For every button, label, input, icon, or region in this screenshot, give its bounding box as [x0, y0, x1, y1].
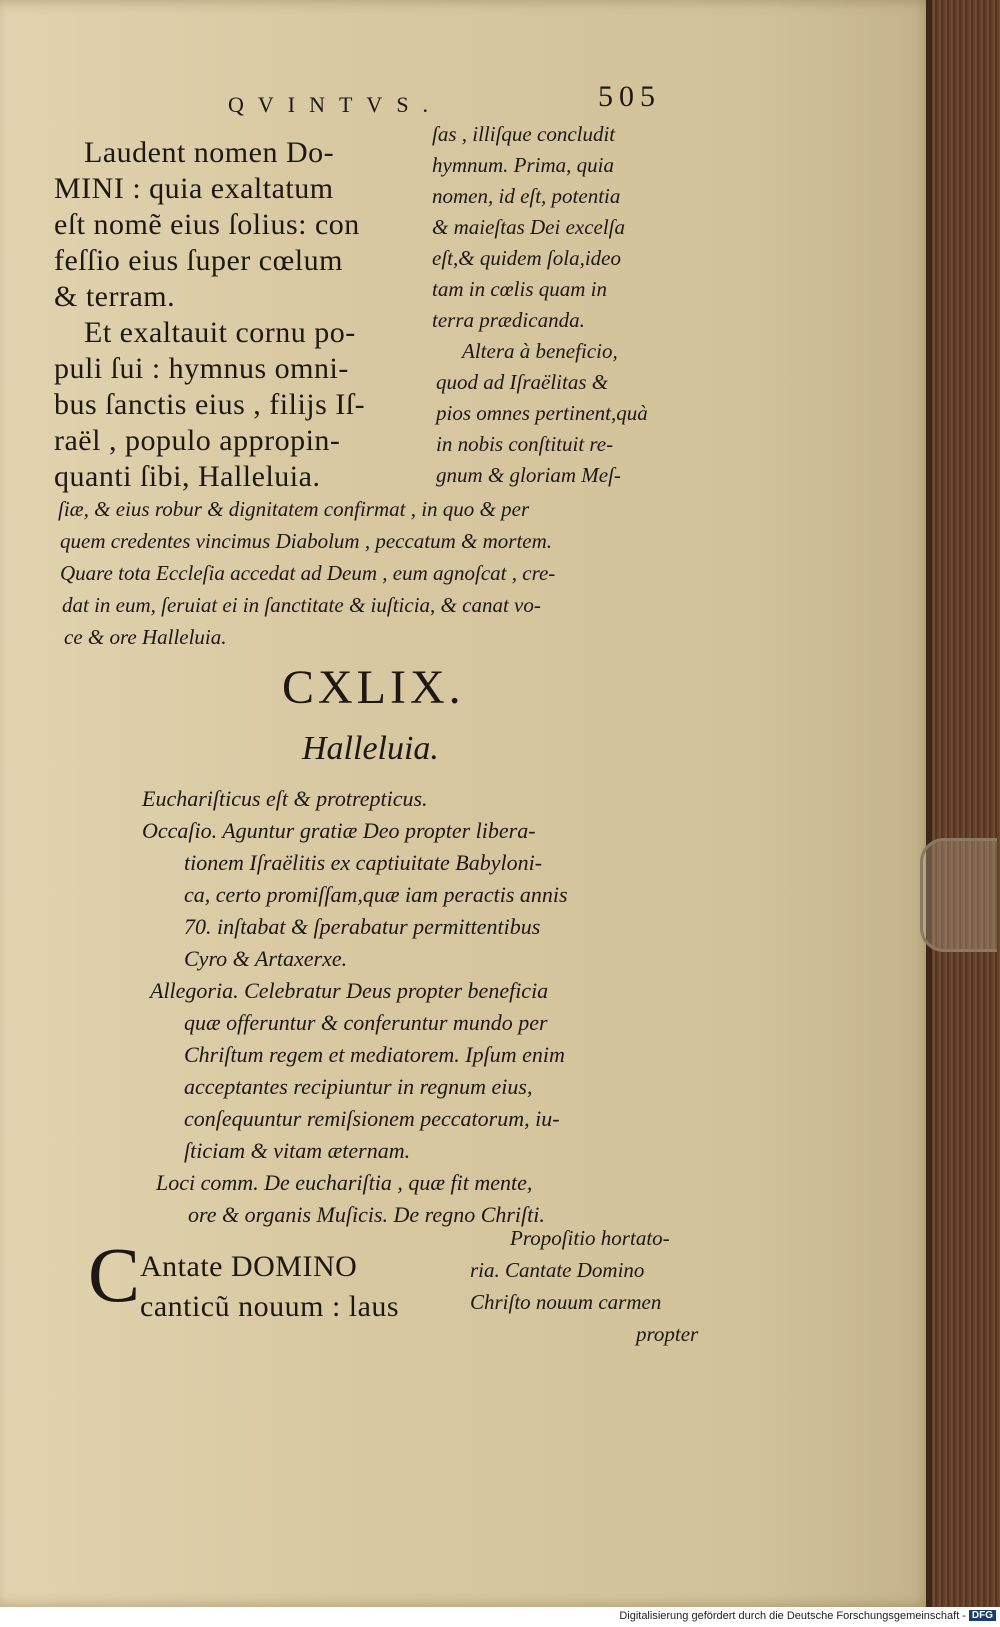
right-line: pios omnes pertinent,quà: [436, 401, 648, 425]
psalm-title: Halleluia.: [302, 730, 439, 767]
argument-line: acceptantes recipiuntur in regnum eius,: [184, 1074, 533, 1099]
verse-line: Antate DOMINO: [140, 1250, 358, 1283]
right-line: tam in cœlis quam in: [432, 277, 608, 301]
right-line: terra prædicanda.: [432, 308, 585, 332]
commentary-line: Quare tota Eccleſia accedat ad Deum , eum agnoſcat , cre-: [60, 561, 556, 585]
left-line: quanti ſibi, Halleluia.: [54, 460, 321, 493]
verse-line: canticũ nouum : laus: [140, 1290, 400, 1323]
right-line: Altera à beneficio,: [462, 339, 618, 363]
argument-line: Allegoria. Celebratur Deus propter beneficia: [150, 978, 549, 1003]
commentary-line: ce & ore Halleluia.: [64, 625, 227, 649]
dfg-logo: DFG: [969, 1610, 996, 1621]
catchword: propter: [636, 1322, 699, 1346]
commentary-line: quem credentes vincimus Diabolum , peccatum & mortem.: [60, 529, 553, 553]
left-line: feſſio eius ſuper cœlum: [54, 244, 343, 277]
page-clip: [920, 838, 997, 952]
running-title: QVINTVS.: [228, 92, 443, 117]
verse-note-line: ria. Cantate Domino: [470, 1258, 645, 1282]
argument-line: tionem Iſraëlitis ex captiuitate Babyloni-: [184, 850, 543, 875]
page-number: 505: [598, 80, 661, 113]
argument-line: 70. inſtabat & ſperabatur permittentibus: [184, 914, 541, 939]
drop-cap: C: [88, 1231, 141, 1318]
left-line: Laudent nomen Do-: [84, 136, 335, 169]
right-line: in nobis conſtituit re-: [436, 432, 614, 456]
argument-line: ca, certo promiſſam,quæ iam peractis annis: [184, 882, 568, 907]
argument-line: Cyro & Artaxerxe.: [184, 946, 348, 971]
argument-line: Occaſio. Aguntur gratiæ Deo propter libera-: [142, 818, 536, 843]
right-line: eſt,& quidem ſola,ideo: [432, 246, 621, 270]
commentary-line: dat in eum, ſeruiat ei in ſanctitate & iuſticia, & canat vo-: [62, 593, 541, 617]
argument-line: Loci comm. De euchariſtia , quæ fit mente,: [156, 1170, 533, 1195]
argument-line: ore & organis Muſicis. De regno Chriſti.: [188, 1202, 545, 1227]
footer-credit: Digitalisierung gefördert durch die Deutsche Forschungsgemeinschaft -: [619, 1610, 966, 1622]
psalm-number: CXLIX.: [282, 661, 465, 714]
left-line: eſt nomẽ eius ſolius: con: [54, 208, 360, 241]
right-line: quod ad Iſraëlitas &: [436, 370, 609, 394]
verse-note-line: Propoſitio hortato-: [510, 1226, 670, 1250]
left-line: & terram.: [54, 280, 176, 313]
left-line: bus ſanctis eius , filijs Iſ-: [54, 388, 366, 421]
left-line: raël , populo appropin-: [54, 424, 341, 457]
argument-line: Chriſtum regem et mediatorem. Ipſum enim: [184, 1042, 565, 1067]
commentary-line: ſiæ, & eius robur & dignitatem confirmat , in quo & per: [58, 497, 530, 521]
left-line: puli ſui : hymnus omni-: [54, 352, 349, 385]
right-line: ſas , illiſque concludit: [432, 122, 616, 146]
argument-line: conſequuntur remiſsionem peccatorum, iu-: [184, 1106, 560, 1131]
footer-bar: [0, 1607, 1000, 1627]
argument-line: ſticiam & vitam æternam.: [184, 1138, 411, 1163]
argument-line: Euchariſticus eſt & protrepticus.: [142, 786, 428, 811]
left-line: MINI : quia exaltatum: [54, 172, 334, 205]
book-spine: [932, 0, 1000, 1607]
right-line: nomen, id eſt, potentia: [432, 184, 621, 208]
right-line: gnum & gloriam Meſ-: [436, 463, 621, 487]
right-line: hymnum. Prima, quia: [432, 153, 614, 177]
argument-line: quæ offeruntur & conferuntur mundo per: [184, 1010, 548, 1035]
right-line: & maieſtas Dei excelſa: [432, 215, 626, 239]
left-line: Et exaltauit cornu po-: [84, 316, 356, 349]
verse-note-line: Chriſto nouum carmen: [470, 1290, 662, 1314]
